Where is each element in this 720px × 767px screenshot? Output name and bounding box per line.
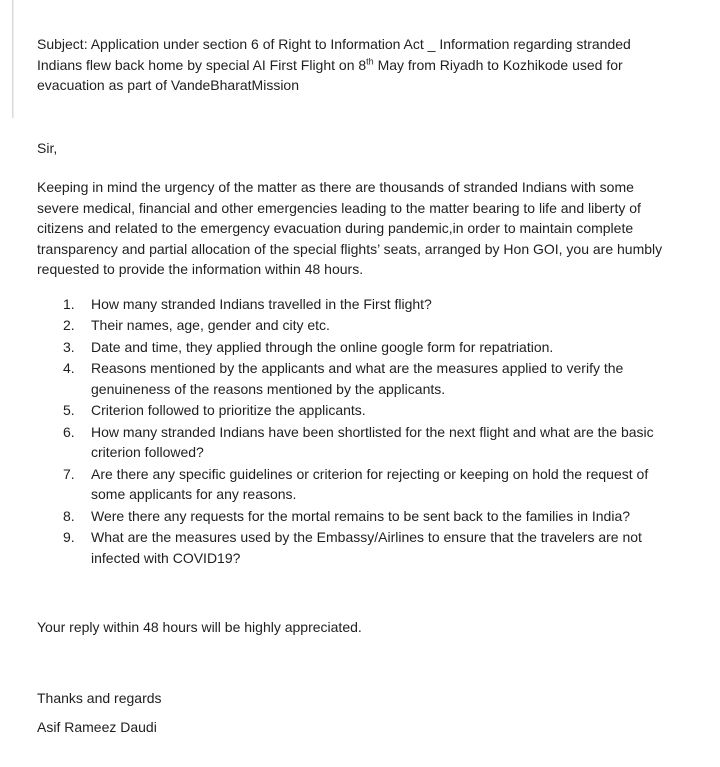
question-text: How many stranded Indians travelled in the First flight?: [91, 295, 432, 312]
question-number: 7.: [63, 465, 75, 482]
question-text: What are the measures used by the Embassy/Airlines to ensure that the travelers are not infected with COVID19?: [91, 529, 642, 566]
question-number: 3.: [63, 338, 75, 355]
question-text: Their names, age, gender and city etc.: [91, 317, 330, 333]
signature-name: Asif Rameez Daudi: [37, 719, 157, 735]
reply-request-line: Your reply within 48 hours will be highly appreciated.: [37, 619, 362, 635]
question-number: 4.: [63, 360, 75, 376]
question-item: [37, 422, 667, 463]
question-number: 8.: [63, 507, 75, 524]
question-number: 6.: [63, 423, 75, 440]
subject-text-end: May from Riyadh to Kozhikode used for evacuation as part of VandeBharatMission: [37, 56, 623, 93]
subject-line: [37, 34, 667, 96]
subject-superscript: th: [366, 55, 374, 66]
page-edge-line: [12, 0, 13, 118]
question-number: 2.: [63, 317, 75, 333]
question-text: Were there any requests for the mortal remains to be sent back to the families in India?: [91, 507, 631, 524]
salutation: Sir,: [37, 139, 58, 156]
question-item: [37, 315, 667, 336]
question-number: 9.: [63, 529, 75, 545]
question-item: [37, 358, 667, 399]
question-item: [37, 527, 667, 568]
questions-list: [37, 294, 667, 569]
letter-body: [37, 34, 667, 738]
question-item: [37, 464, 667, 505]
body-paragraph: Keeping in mind the urgency of the matter as there are thousands of stranded Indians with some severe medical, financial and other emergencies leading to the matter bearing to life and liberty of citizens and related to the emergency evacuation during pandemic,in order to maintain complete transparency and partial allocation of the special flights’ seats, arranged by Hon GOI, you are humbly requested to provide the information within 48 hours.: [37, 179, 663, 277]
question-item: [37, 337, 667, 358]
closing-line: Thanks and regards: [37, 689, 162, 706]
question-text: Reasons mentioned by the applicants and what are the measures applied to verify the genuineness of the reasons mentioned by the applicants.: [91, 360, 624, 397]
question-text: How many stranded Indians have been shortlisted for the next flight and what are the basic criterion followed?: [91, 423, 654, 460]
question-text: Criterion followed to prioritize the applicants.: [91, 402, 366, 418]
question-number: 1.: [63, 295, 75, 312]
subject-text-start: Subject: Application under section 6 of Right to Information Act _ Information regarding stranded Indians flew back home by special AI First Flight on 8: [37, 36, 631, 73]
question-item: [37, 400, 667, 421]
question-item: [37, 294, 667, 315]
question-number: 5.: [63, 402, 75, 418]
question-text: Are there any specific guidelines or criterion for rejecting or keeping on hold the request of some applicants for any reasons.: [91, 465, 649, 502]
question-text: Date and time, they applied through the online google form for repatriation.: [91, 338, 554, 355]
question-item: [37, 506, 667, 527]
